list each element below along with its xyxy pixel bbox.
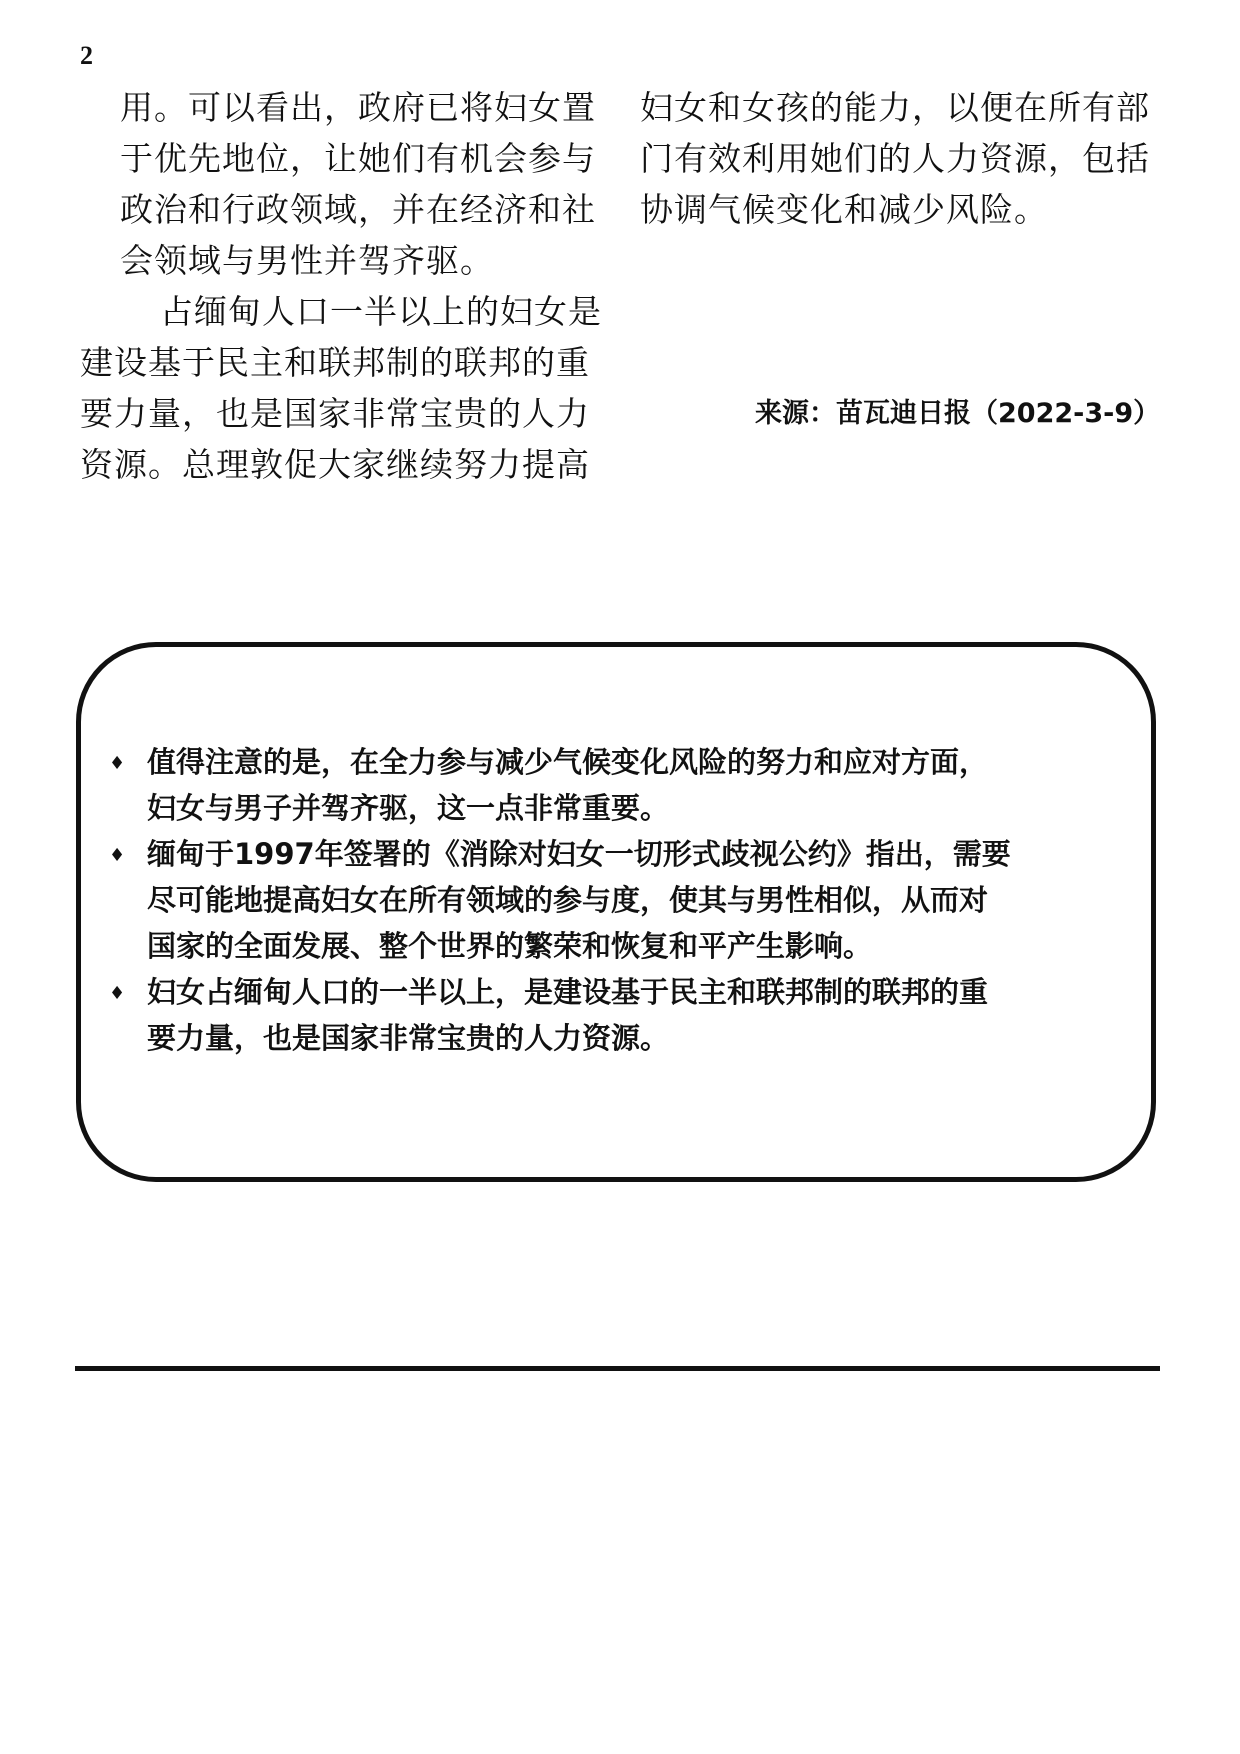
text-line: 占缅甸人口一半以上的妇女是 — [160, 292, 602, 331]
bullet-text-line: 国家的全面发展、整个世界的繁荣和恢复和平产生影响。 — [147, 929, 873, 963]
text-line: 会领域与男性并驾齐驱。 — [120, 241, 494, 280]
text-line: 妇女和女孩的能力，以便在所有部 — [640, 88, 1150, 127]
text-line: 用。可以看出，政府已将妇女置 — [120, 88, 596, 127]
text-line: 要力量，也是国家非常宝贵的人力 — [80, 394, 590, 433]
bullet-text-line: 妇女占缅甸人口的一半以上，是建设基于民主和联邦制的联邦的重 — [147, 975, 989, 1009]
article-paragraph — [80, 286, 600, 490]
summary-bullet-item — [109, 831, 1119, 969]
text-line: 于优先地位，让她们有机会参与 — [120, 139, 596, 178]
bullet-text-line: 要力量，也是国家非常宝贵的人力资源。 — [147, 1021, 670, 1055]
summary-bullet-list — [109, 739, 1119, 1061]
bullet-text-line: 缅甸于1997年签署的《消除对妇女一切形式歧视公约》指出，需要 — [147, 837, 1011, 871]
text-line: 协调气候变化和减少风险。 — [640, 190, 1048, 229]
text-line: 政治和行政领域，并在经济和社 — [120, 190, 596, 229]
text-line: 门有效利用她们的人力资源，包括 — [640, 139, 1150, 178]
page-number: 2 — [80, 41, 93, 70]
summary-bullet-item — [109, 969, 1119, 1061]
diamond-bullet-icon: ♦ — [109, 753, 126, 774]
bullet-text-line: 值得注意的是，在全力参与减少气候变化风险的努力和应对方面， — [147, 745, 989, 779]
text-line: 资源。总理敦促大家继续努力提高 — [80, 445, 590, 484]
text-line: 建设基于民主和联邦制的联邦的重 — [80, 343, 590, 382]
article-paragraph — [640, 82, 1165, 235]
summary-bullet-item — [109, 739, 1119, 831]
summary-box — [76, 642, 1156, 1182]
diamond-bullet-icon: ♦ — [109, 845, 126, 866]
diamond-bullet-icon: ♦ — [109, 983, 126, 1004]
article-source: 来源：苗瓦迪日报（2022-3-9） — [755, 398, 1161, 429]
article-paragraph — [80, 82, 600, 286]
article-left-column — [80, 82, 600, 490]
article-right-column — [640, 82, 1165, 235]
bullet-text-line: 妇女与男子并驾齐驱，这一点非常重要。 — [147, 791, 670, 825]
horizontal-divider — [75, 1366, 1160, 1371]
bullet-text-line: 尽可能地提高妇女在所有领域的参与度，使其与男性相似，从而对 — [147, 883, 989, 917]
